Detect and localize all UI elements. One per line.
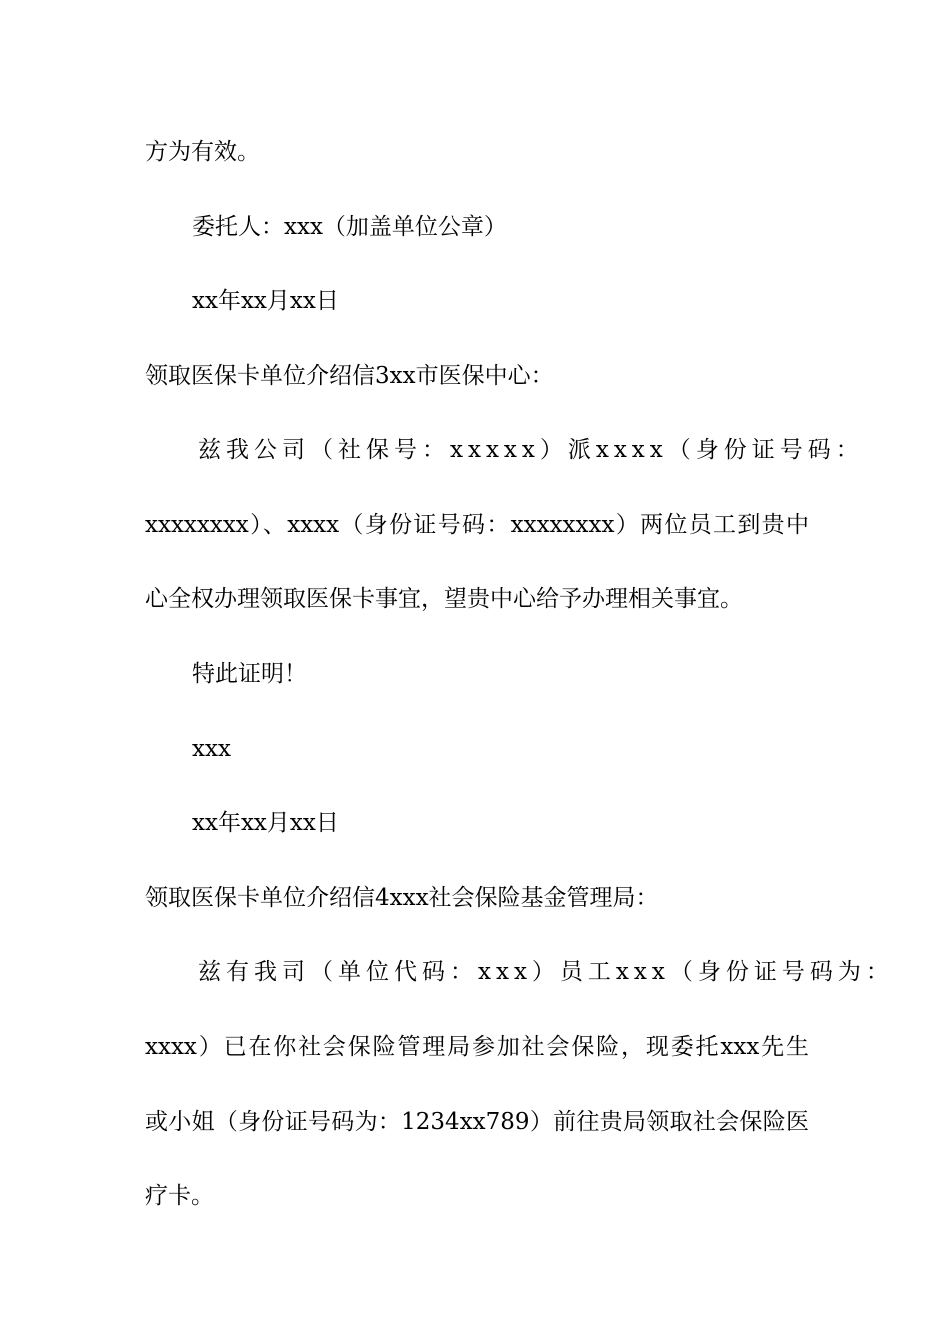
text-line-10: xx年xx月xx日	[192, 810, 339, 836]
text-line-1: 方为有效。	[145, 139, 260, 165]
text-line-5: 兹我公司（社保号：xxxxx）派xxxx（身份证号码：	[198, 437, 864, 463]
text-line-8: 特此证明！	[192, 661, 307, 687]
text-line-11: 领取医保卡单位介绍信4xxx社会保险基金管理局：	[145, 885, 659, 911]
text-line-6: xxxxxxxx）、xxxx（身份证号码：xxxxxxxx）两位员工到贵中	[145, 512, 809, 538]
text-line-15: 疗卡。	[145, 1183, 214, 1209]
text-line-3: xx年xx月xx日	[192, 288, 339, 314]
text-line-12: 兹有我司（单位代码：xxx）员工xxx（身份证号码为：	[198, 959, 894, 985]
text-line-7: 心全权办理领取医保卡事宜，望贵中心给予办理相关事宜。	[145, 586, 743, 612]
text-line-9: xxx	[192, 736, 231, 762]
text-line-14: 或小姐（身份证号码为：1234xx789）前往贵局领取社会保险医	[145, 1109, 809, 1135]
text-line-13: xxxx）已在你社会保险管理局参加社会保险，现委托xxx先生	[145, 1034, 809, 1060]
text-line-2: 委托人：xxx（加盖单位公章）	[192, 214, 507, 240]
text-line-4: 领取医保卡单位介绍信3xx市医保中心：	[145, 363, 554, 389]
